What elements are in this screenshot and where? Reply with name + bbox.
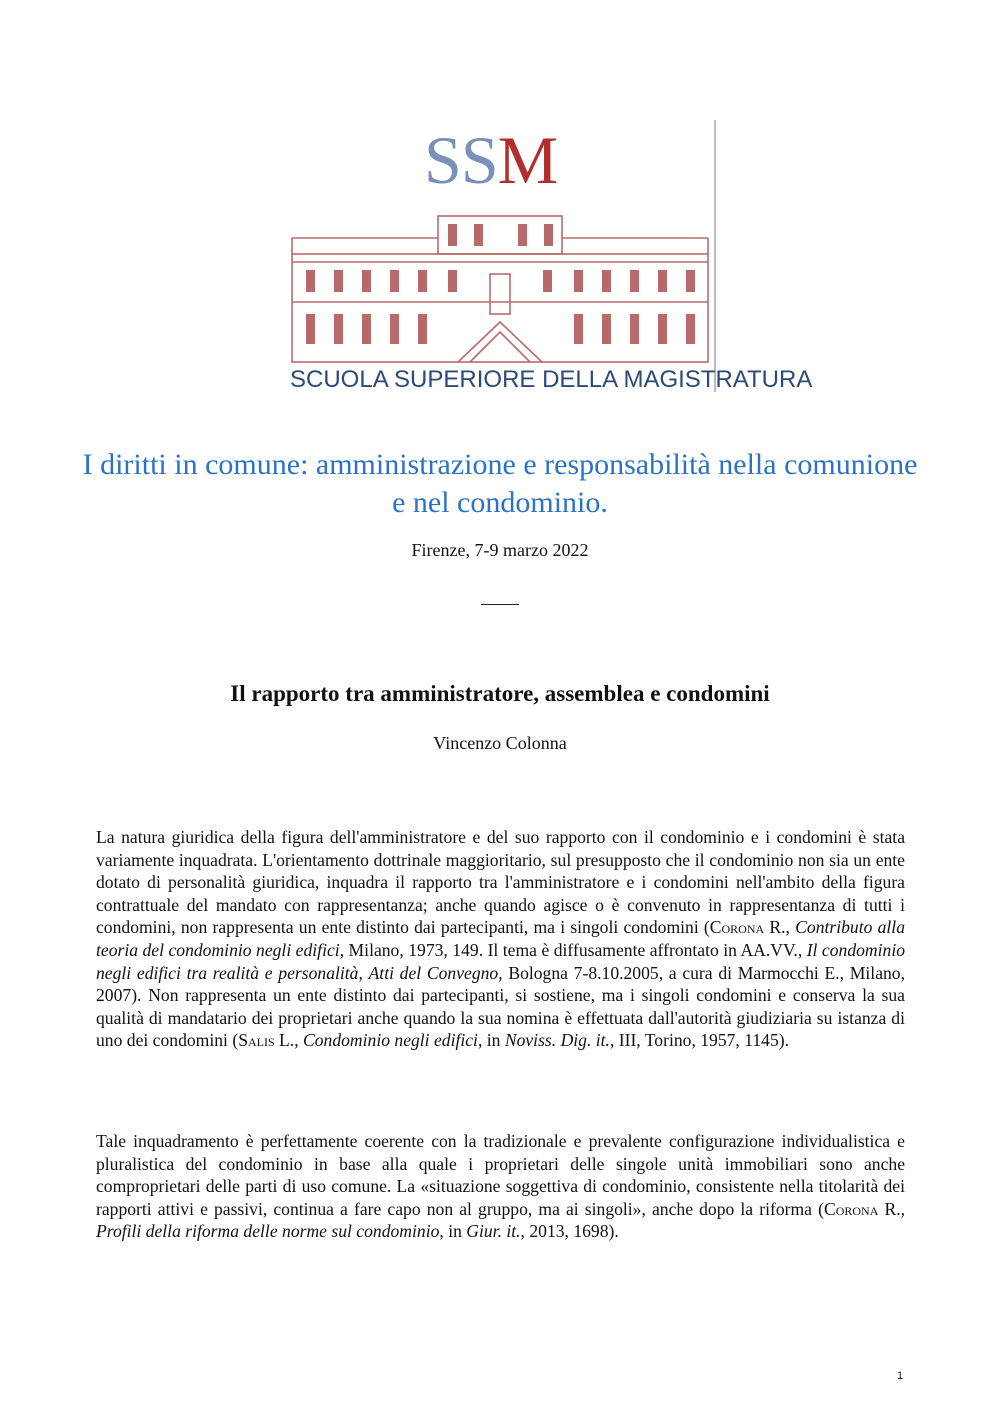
p1-citation-title-3: Atti del Convegno (368, 962, 499, 983)
p2-text-c: R., (878, 1198, 905, 1219)
logo-letter-s1: S (424, 122, 461, 198)
author-name: Vincenzo Colonna (433, 733, 567, 753)
separator-line (481, 604, 519, 605)
p1-text-e: , Milano, 1973, 149. Il tema è diffusamente affrontato in AA.VV., (339, 939, 807, 960)
logo-letter-s2: S (460, 122, 498, 198)
p2-text-g: , 2013, 1698). (520, 1221, 619, 1242)
document-title: I diritti in comune: amministrazione e responsabilità nella comunione e nel condominio. (82, 448, 918, 519)
p2-text-e: , in (439, 1221, 467, 1242)
paragraph-1 (96, 826, 905, 1052)
p1-citation-journal: Noviss. Dig. it. (504, 1030, 610, 1051)
p1-author-salis: Salis (238, 1030, 275, 1051)
p1-text-g: , (358, 962, 369, 983)
document-subtitle: Il rapporto tra amministratore, assemblea e condomini (230, 681, 770, 706)
p1-citation-title-4: Condominio negli edifici (303, 1030, 478, 1051)
place-date: Firenze, 7-9 marzo 2022 (411, 540, 589, 560)
villa-building-illustration (288, 214, 712, 364)
ssm-letters (424, 120, 557, 200)
p1-text-a: La natura giuridica della figura dell'amministratore e del suo rapporto con il condominio e i condomini è stata variamente inquadrata. L'orientamento dottrinale maggioritario, sul presupposto che il condominio non sia un ente dotato di personalità giuridica, inquadra il rapporto tra l'amministratore e i condomini nell'ambito della figura contrattuale del mandato con rappresentanza; anche quando agisce o è convenuto in rappresentanza di tutti i condomini, non rappresenta un ente distinto dai partecipanti, ma i singoli condomini ( (96, 827, 905, 938)
p2-author-corona: Corona (823, 1198, 879, 1219)
p1-author-corona: Corona (709, 917, 765, 938)
p1-citation-title-1: Contributo alla teoria del condominio negli edifici (96, 917, 905, 960)
p1-text-i: , Bologna 7-8.10.2005, a cura di Marmocchi E., Milano, 2007). Non rappresenta un ente distinto dai partecipanti, si sostiene, ma i singoli condomini e conserva la sua qualità di mandatario dei proprietari anche quando la sua nomina è effettuata dall'autorità giudiziaria su istanza di uno dei condomini ( (96, 962, 905, 1051)
p1-text-m: , in (477, 1030, 505, 1051)
p2-text-a: Tale inquadramento è perfettamente coerente con la tradizionale e prevalente configurazione individualistica e pluralistica del condominio in base alla quale i proprietari delle singole unità immobiliari sono anche comproprietari delle parti di uso comune. La «situazione soggettiva di condominio, consistente nella titolarità dei rapporti attivi e passivi, continua a fare capo non al gruppo, ma ai singoli», anche dopo la riforma ( (96, 1131, 905, 1219)
p1-text-o: , III, Torino, 1957, 1145). (609, 1030, 790, 1051)
logo-letter-m: M (497, 122, 558, 198)
logo-caption: SCUOLA SUPERIORE DELLA MAGISTRATURA (290, 366, 813, 393)
p1-text-k: L., (274, 1030, 303, 1051)
ssm-logo (286, 118, 813, 400)
p1-text-c: R., (764, 917, 796, 938)
p1-citation-title-2: Il condominio negli edifici tra realità e personalità (96, 939, 906, 983)
page-number: 1 (897, 1370, 904, 1382)
p2-citation-title: Profili della riforma delle norme sul condominio (96, 1221, 440, 1242)
p2-citation-journal: Giur. it. (466, 1221, 521, 1242)
logo-frame-line (714, 120, 716, 392)
paragraph-2 (96, 1130, 905, 1243)
